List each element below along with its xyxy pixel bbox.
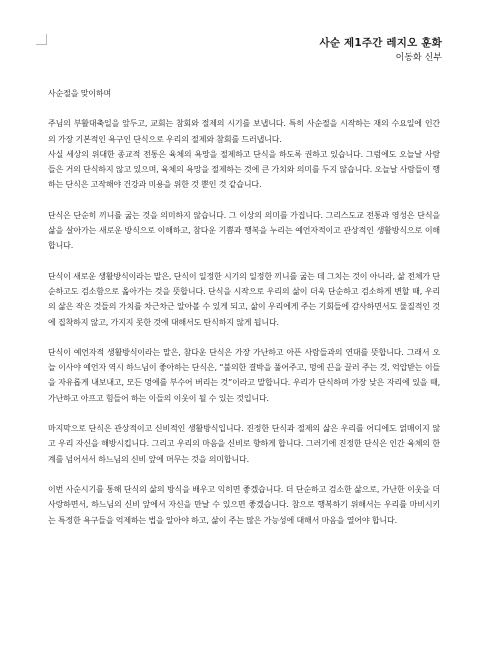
greeting-line: 사순절을 맞이하며 [48,89,112,98]
page-corner-mark [36,34,47,45]
document-header [319,36,442,64]
paragraph-5: 단식이 예언자적 생활방식이라는 말은, 참다운 단식은 가장 가난하고 아픈 사람들과의 연대를 뜻합니다. 그래서 오늘 이사야 예언자 역시 하느님이 좋아하는 단식은, “불의한 결박을 풀어주고, 멍에 끈을 끌러 주는 것, 억압받는 이들을 자유롭게 내보내고, 모든 멍에를 부수어 버리는 것”이라고 말합니다. 우리가 단식하며 가장 낮은 자리에 있을 때, 가난하고 아프고 힘들어 하는 이들의 이웃이 될 수 있는 것입니다. [48,347,440,403]
paragraph-3: 단식은 단순히 끼니를 굶는 것을 의미하지 않습니다. 그 이상의 의미를 가집니다. 그리스도교 전통과 영성은 단식을 삶을 살아가는 새로운 방식으로 이해하고, 참다운 기쁨과 행복을 누리는 예언자적이고 관상적인 생활방식으로 이해합니다. [48,210,440,251]
paragraph-4: 단식이 새로운 생활방식이라는 말은, 단식이 일정한 시기의 일정한 끼니를 굶는 데 그치는 것이 아니라, 삶 전체가 단순하고도 검소함으로 옮아가는 것을 뜻합니다. 단식을 시작으로 우리의 삶이 더욱 단순하고 검소하게 변할 때, 우리의 삶은 작은 것들의 가치를 차근차근 알아볼 수 있게 되고, 삶이 우리에게 주는 기회들에 감사하면서도 물질적인 것에 집착하지 않고, 가지지 못한 것에 대해서도 탄식하지 않게 됩니다. [48,271,440,327]
paragraph-2: 사실 세상의 위대한 종교적 전통은 육체의 욕망을 절제하고 단식을 하도록 권하고 있습니다. 그럼에도 오늘날 사람들은 거의 단식하지 않고 있으며, 육체의 욕망을 절제하는 것에 큰 가치와 의미를 두지 않습니다. 오늘날 사람들이 행하는 단식은 고작해야 건강과 미용을 위한 것 뿐인 것 같습니다. [48,149,440,190]
document-body [48,86,440,528]
paragraph-6: 마지막으로 단식은 관상적이고 신비적인 생활방식입니다. 진정한 단식과 절제의 삶은 우리를 어디에도 얽매이지 않고 우리 자신을 해방시킵니다. 그리고 우리의 마음을 신비로 향하게 합니다. 그러기에 진정한 단식은 인간 육체의 한계를 넘어서서 하느님의 신비 앞에 머무는 것을 의미합니다. [48,424,440,464]
document-author: 이동화 신부 [395,53,442,63]
document-title: 사순 제1주간 레지오 훈화 [319,37,442,49]
paragraph-1: 주님의 부활대축일을 앞두고, 교회는 참회와 절제의 시기를 보냅니다. 특히 사순절을 시작하는 재의 수요일에 인간의 가장 기본적인 욕구인 단식으로 우리의 절제와 참회를 드러냅니다. [48,119,440,144]
paragraph-7: 이번 사순시기를 통해 단식의 삶의 방식을 배우고 익히면 좋겠습니다. 더 단순하고 검소한 삶으로, 가난한 이웃을 더 사랑하면서, 하느님의 신비 앞에서 자신을 만날 수 있으면 좋겠습니다. 참으로 행복하기 위해서는 우리를 마비시키는 특정한 욕구들을 억제하는 법을 알아야 하고, 삶이 주는 많은 가능성에 대해서 마음을 열어야 합니다. [48,484,440,525]
